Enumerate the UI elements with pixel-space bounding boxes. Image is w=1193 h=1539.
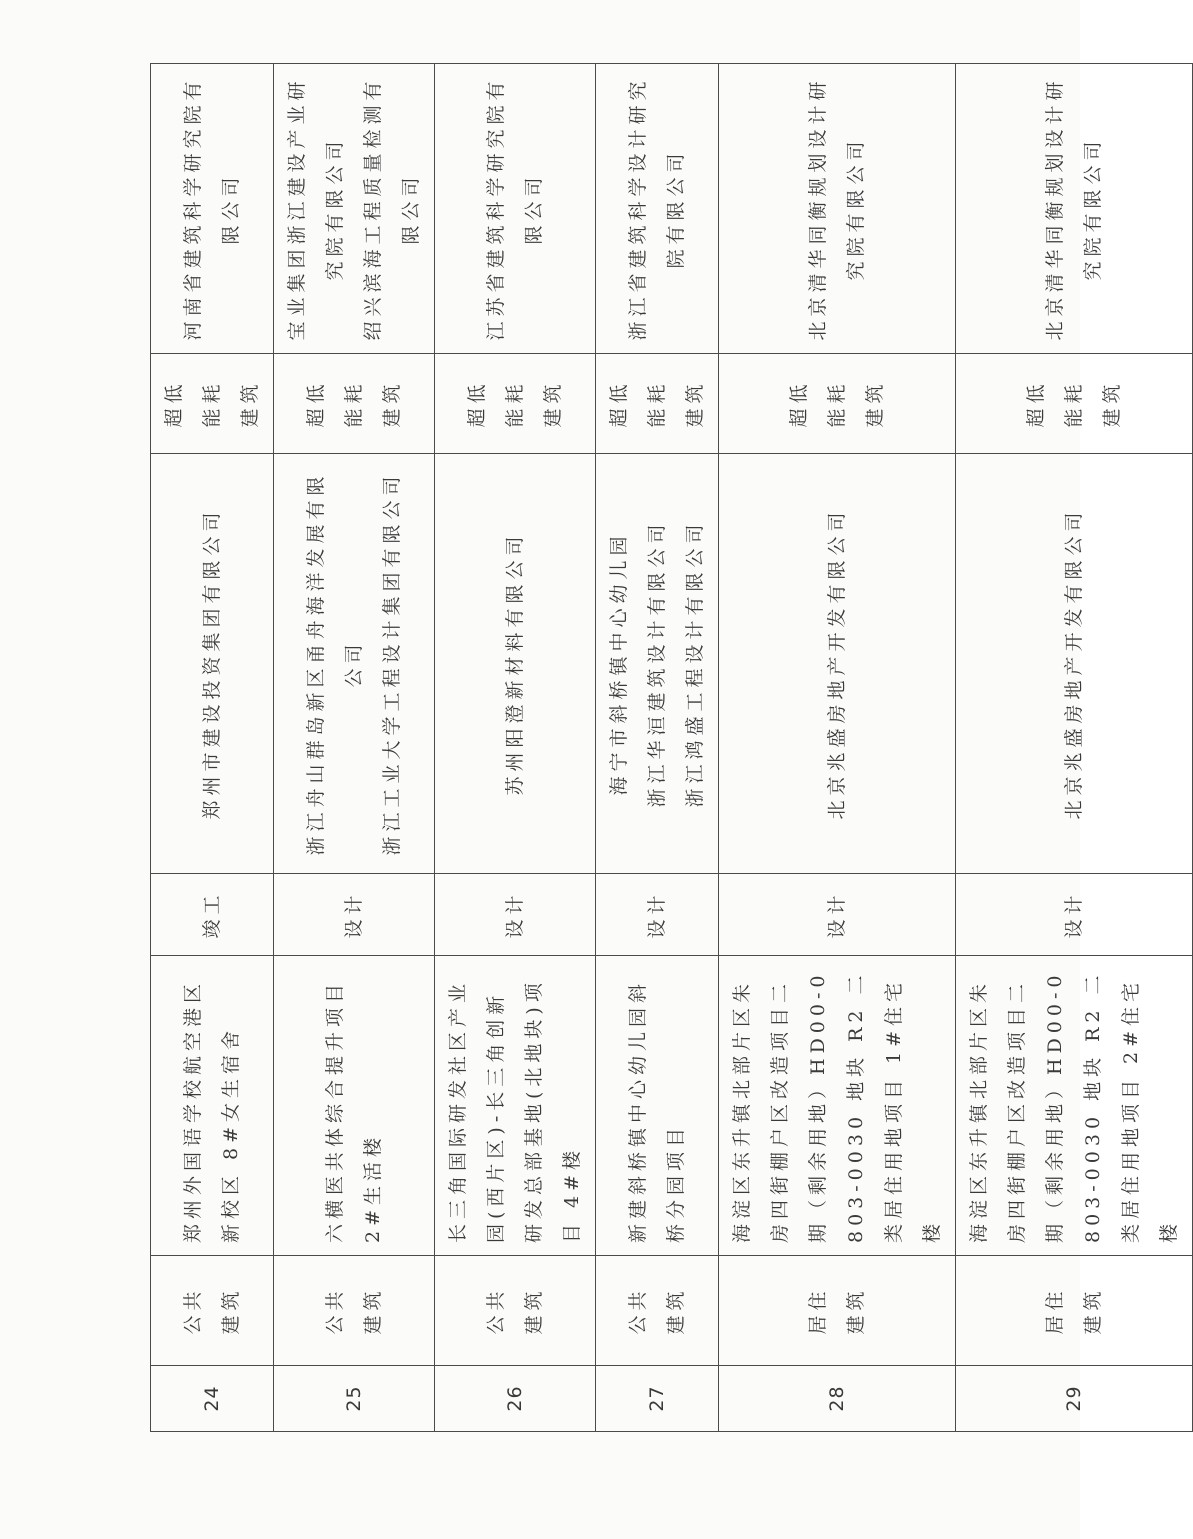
applicant-unit: 北京兆盛房地产开发有限公司: [826, 507, 848, 820]
applicant-unit: 浙江工业大学工程设计集团有限公司: [381, 471, 403, 856]
energy-label: 超低能耗建筑: [719, 354, 956, 454]
applicant-unit: 海宁市斜桥镇中心幼儿园: [608, 531, 630, 796]
building-type: 公共建筑: [596, 1256, 719, 1366]
project-table: [150, 63, 1193, 1432]
project-name: 郑州外国语学校航空港区新校区 8#女生宿舍: [151, 956, 274, 1256]
project-stage: 设计: [719, 874, 956, 956]
energy-label: 超低能耗建筑: [151, 354, 274, 454]
energy-label: 超低能耗建筑: [596, 354, 719, 454]
applicant-units: [151, 454, 274, 874]
row-number: 27: [596, 1366, 719, 1432]
project-name: 海淀区东升镇北部片区朱房四街棚户区改造项目二期（剩余用地）HD00-0803-0030 地块 R2 二类居住用地项目 1#住宅楼: [719, 956, 956, 1256]
applicant-units: [596, 454, 719, 874]
building-type: 公共建筑: [151, 1256, 274, 1366]
project-stage: 设计: [435, 874, 596, 956]
applicant-units: [956, 454, 1193, 874]
row-number: 25: [274, 1366, 435, 1432]
building-type: 居住建筑: [719, 1256, 956, 1366]
applicant-unit: 郑州市建设投资集团有限公司: [201, 507, 223, 820]
testing-agencies: [956, 64, 1193, 354]
testing-agency: 江苏省建筑科学研究院有限公司: [485, 76, 545, 341]
energy-label: 超低能耗建筑: [274, 354, 435, 454]
building-type: 居住建筑: [956, 1256, 1193, 1366]
testing-agency: 浙江省建筑科学设计研究院有限公司: [627, 76, 687, 341]
testing-agencies: [435, 64, 596, 354]
applicant-units: [274, 454, 435, 874]
table-row: [596, 64, 719, 1432]
applicant-unit: 浙江鸿盛工程设计有限公司: [684, 519, 706, 808]
row-number: 28: [719, 1366, 956, 1432]
energy-label: 超低能耗建筑: [956, 354, 1193, 454]
row-number: 29: [956, 1366, 1193, 1432]
project-name: 六横医共体综合提升项目 2#生活楼: [274, 956, 435, 1256]
testing-agencies: [596, 64, 719, 354]
project-stage: 设计: [596, 874, 719, 956]
applicant-unit: 浙江华洹建筑设计有限公司: [646, 519, 668, 808]
testing-agencies: [274, 64, 435, 354]
rotated-table-wrapper: [150, 64, 1180, 1432]
table-row: [435, 64, 596, 1432]
applicant-units: [435, 454, 596, 874]
testing-agency: 北京清华同衡规划设计研究院有限公司: [807, 76, 867, 341]
applicant-unit: 浙江舟山群岛新区甬舟海洋发展有限公司: [305, 471, 365, 856]
applicant-unit: 苏州阳澄新材料有限公司: [504, 531, 526, 796]
energy-label: 超低能耗建筑: [435, 354, 596, 454]
applicant-units: [719, 454, 956, 874]
testing-agency: 宝业集团浙江建设产业研究院有限公司: [286, 76, 346, 341]
project-stage: 竣工: [151, 874, 274, 956]
building-type: 公共建筑: [274, 1256, 435, 1366]
table-row: [274, 64, 435, 1432]
row-number: 24: [151, 1366, 274, 1432]
project-name: 海淀区东升镇北部片区朱房四街棚户区改造项目二期（剩余用地）HD00-0803-0030 地块 R2 二类居住用地项目 2#住宅楼: [956, 956, 1193, 1256]
table-row: [151, 64, 274, 1432]
project-stage: 设计: [956, 874, 1193, 956]
testing-agency: 河南省建筑科学研究院有限公司: [182, 76, 242, 341]
table-row: [956, 64, 1193, 1432]
testing-agencies: [719, 64, 956, 354]
project-name: 新建斜桥镇中心幼儿园斜桥分园项目: [596, 956, 719, 1256]
applicant-unit: 北京兆盛房地产开发有限公司: [1063, 507, 1085, 820]
building-type: 公共建筑: [435, 1256, 596, 1366]
testing-agencies: [151, 64, 274, 354]
table-row: [719, 64, 956, 1432]
testing-agency: 北京清华同衡规划设计研究院有限公司: [1044, 76, 1104, 341]
testing-agency: 绍兴滨海工程质量检测有限公司: [362, 76, 422, 341]
project-stage: 设计: [274, 874, 435, 956]
project-name: 长三角国际研发社区产业园(西片区)-长三角创新研发总部基地(北地块)项目 4#楼: [435, 956, 596, 1256]
row-number: 26: [435, 1366, 596, 1432]
